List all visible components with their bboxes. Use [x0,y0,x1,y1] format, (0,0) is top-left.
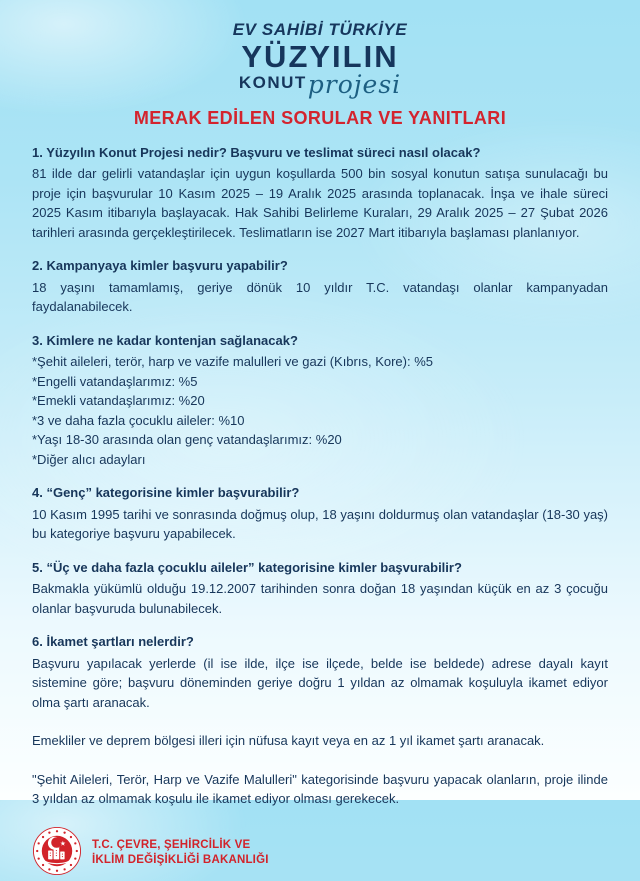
quota-list-item: *Emekli vatandaşlarımız: %20 [32,393,205,409]
answer-paragraph: Bakmakla yükümlü olduğu 19.12.2007 tarihinden sonra doğan 18 yaşından küçük en az 3 çocuğu olanlar başvuruda bulunabilecek. [32,581,608,616]
logo-subtitle-bold: KONUT [238,72,307,92]
question-heading: 3. Kimlere ne kadar kontenjan sağlanacak? [32,332,298,348]
logo-subtitle-script: projesi [307,69,402,99]
logo-tagline: EV SAHİBİ TÜRKİYE [232,20,408,39]
logo-subtitle [32,69,608,99]
ministry-name [92,838,269,868]
quota-list-item: *3 ve daha fazla çocuklu aileler: %10 [32,412,245,428]
answer-paragraph: Emekliler ve deprem bölgesi illeri için nüfusa kayıt veya en az 1 yıl ikamet şartı aranacak. [32,733,545,749]
question-heading: 1. Yüzyılın Konut Projesi nedir? Başvuru ve teslimat süreci nasıl olacak? [32,144,481,160]
logo-title: YÜZYILIN [241,39,399,74]
answer-paragraph: 81 ilde dar gelirli vatandaşlar için uygun koşullarda 500 bin sosyal konutun satışa sunulacağı bu proje için başvurular 10 Kasım 2025 – 19 Aralık 2025 arasında toplanacak. İnşa ve ihale süreci 2025 Kasım itibarıyla başlayacak. Hak Sahibi Belirleme Kuraları, 29 Aralık 2025 – 27 Şubat 2026 tarihleri arasında gerçekleştirilecek. Teslimatların ise 2027 Mart itibarıyla başlaması planlanıyor. [32,166,608,240]
page-title: MERAK EDİLEN SORULAR VE YANITLARI [133,107,507,128]
faq-section-5 [32,558,608,619]
answer-paragraph: 18 yaşını tamamlamış, geriye dönük 10 yıldır T.C. vatandaşı olanlar kampanyadan faydalanabilecek. [32,279,608,315]
faq-section-2 [32,256,608,317]
ministry-emblem-icon [32,826,82,881]
faq-section-4 [32,483,608,544]
answer-paragraph: 10 Kasım 1995 tarihi ve sonrasında doğmuş olup, 18 yaşını doldurmuş olan vatandaşlar (18-30 yaş) bu kategoriye başvuru yapabilecek. [32,506,608,542]
quota-list-item: *Şehit aileleri, terör, harp ve vazife malulleri ve gazi (Kıbrıs, Kore): %5 [32,354,434,370]
answer-paragraph: "Şehit Aileleri, Terör, Harp ve Vazife Malulleri" kategorisinde başvuru yapacak olanların, proje ilinde 3 yıldan az olmamak koşulu ile ikamet ediyor olması gerekecek. [32,771,608,807]
faq-content [32,143,608,809]
quota-list-item: *Engelli vatandaşlarımız: %5 [32,373,198,389]
faq-section-6 [32,632,608,809]
ministry-name-line1: T.C. ÇEVRE, ŞEHİRCİLİK VE [92,839,251,852]
question-heading: 6. İkamet şartları nelerdir? [32,634,194,650]
faq-section-1 [32,143,608,243]
ministry-name-line2: İKLİM DEĞİŞİKLİĞİ BAKANLIĞI [92,854,269,867]
question-heading: 2. Kampanyaya kimler başvuru yapabilir? [32,258,288,274]
faq-section-3 [32,331,608,470]
answer-paragraph: Başvuru yapılacak yerlerde (il ise ilde, ilçe ise ilçede, belde ise beldede) adrese dayalı kayıt sistemine göre; başvuru döneminden geriye doğru 1 yıldan az olmamak koşuluyla ikamet ediyor olma şartı aranacak. [32,655,608,710]
quota-list-item: *Yaşı 18-30 arasında olan genç vatandaşlarımız: %20 [32,432,342,448]
quota-list-item: *Diğer alıcı adayları [32,451,146,467]
ministry-footer [32,826,608,881]
question-heading: 4. “Genç” kategorisine kimler başvurabilir? [32,485,300,501]
project-logo [32,20,608,99]
question-heading: 5. “Üç ve daha fazla çocuklu aileler” kategorisine kimler başvurabilir? [32,559,462,575]
